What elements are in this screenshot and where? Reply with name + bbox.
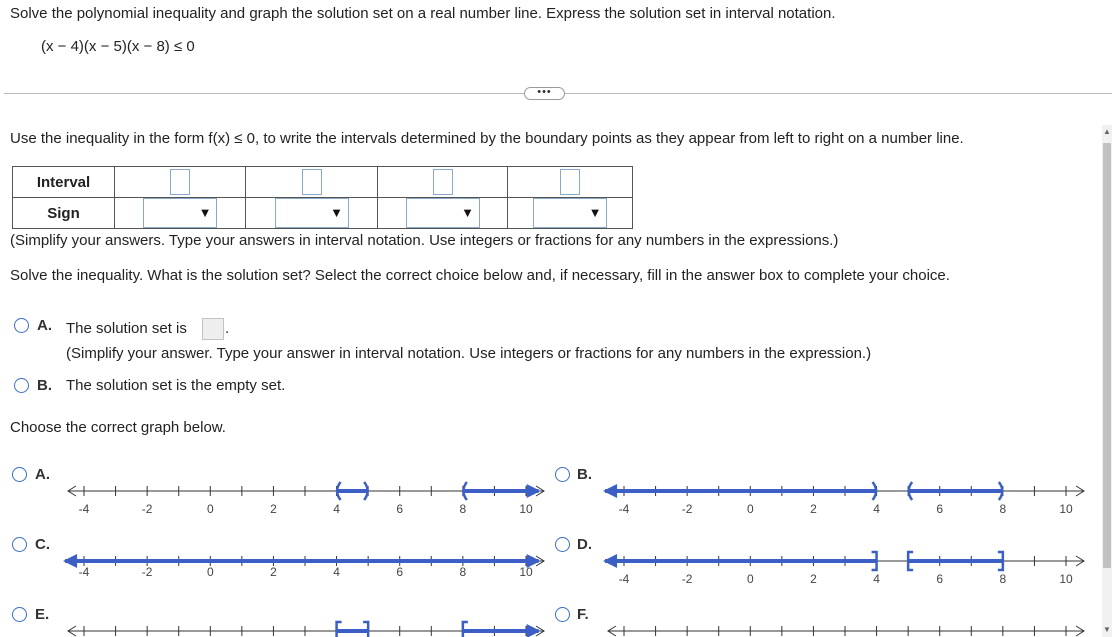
tick-label: 4 [873, 502, 880, 516]
scrollbar-thumb[interactable] [1103, 143, 1111, 568]
tick-label: 4 [333, 502, 340, 516]
ray-arrow-right-icon [527, 484, 541, 498]
tick-label: 8 [999, 502, 1007, 516]
number-line-d [603, 552, 1084, 586]
tick-label: 0 [206, 565, 214, 579]
ray-arrow-left-icon [603, 484, 617, 498]
tick-label: 2 [810, 502, 817, 516]
graph-c-letter: C. [35, 536, 50, 553]
tick-label: 6 [936, 502, 944, 516]
tick-label: 6 [396, 502, 404, 516]
tick-label: 6 [936, 572, 944, 586]
ray-arrow-left-icon [603, 554, 617, 568]
tick-label: 8 [459, 565, 467, 579]
number-line-e [68, 622, 544, 637]
number-line-b [603, 482, 1084, 516]
number-line-c [63, 554, 544, 579]
tick-label: 0 [746, 572, 754, 586]
choice-b-text: The solution set is the empty set. [66, 377, 286, 394]
ray-arrow-right-icon [527, 554, 541, 568]
choice-a-letter: A. [37, 317, 52, 334]
number-line-a [68, 482, 544, 516]
tick-label: 10 [1059, 502, 1073, 516]
tick-label: -2 [141, 565, 153, 579]
instruction-text: Solve the polynomial inequality and graph the solution set on a real number line. Express the solution set in interval notation. [10, 5, 836, 22]
inequality-expression: (x − 4)(x − 5)(x − 8) ≤ 0 [41, 38, 195, 55]
choice-b-letter: B. [37, 377, 52, 394]
tick-label: 10 [519, 502, 533, 516]
sign-row-label: Sign [13, 198, 115, 229]
tick-label: 6 [396, 565, 404, 579]
tick-label: -4 [78, 502, 90, 516]
ray-arrow-left-icon [63, 554, 77, 568]
scroll-up-icon[interactable]: ▲ [1103, 127, 1111, 136]
tick-label: 8 [999, 572, 1007, 586]
tick-label: -2 [681, 572, 693, 586]
ray-arrow-right-icon [527, 624, 541, 637]
tick-label: 0 [206, 502, 214, 516]
show-more-button[interactable]: ••• [524, 87, 565, 100]
tick-label: 0 [746, 502, 754, 516]
tick-label: 2 [810, 572, 817, 586]
tick-label: -4 [618, 572, 630, 586]
number-line-f [608, 626, 1084, 637]
tick-label: 8 [459, 502, 467, 516]
tick-label: 4 [873, 572, 880, 586]
dropdown-arrow-icon: ▼ [198, 205, 212, 220]
graph-f-letter: F. [577, 606, 589, 623]
interval-row-label: Interval [13, 167, 115, 198]
tick-label: 10 [1059, 572, 1073, 586]
choice-a-note: (Simplify your answer. Type your answer in interval notation. Use integers or fractions for any numbers in the expression.) [66, 345, 872, 362]
choice-a-text: The solution set is [66, 320, 187, 337]
choice-a-period: . [225, 320, 230, 337]
tick-label: 2 [270, 502, 277, 516]
part2-prompt: Solve the inequality. What is the solution set? Select the correct choice below and, if necessary, fill in the answer box to complete your choice. [10, 267, 950, 284]
tick-label: -2 [681, 502, 693, 516]
part1-prompt: Use the inequality in the form f(x) ≤ 0, to write the intervals determined by the boundary points as they appear from left to right on a number line. [10, 130, 964, 147]
part3-prompt: Choose the correct graph below. [10, 419, 226, 436]
part1-note: (Simplify your answers. Type your answers in interval notation. Use integers or fractions for any numbers in the expressions.) [10, 232, 839, 249]
tick-label: 10 [519, 565, 533, 579]
tick-label: -4 [618, 502, 630, 516]
tick-label: 2 [270, 565, 277, 579]
dropdown-arrow-icon: ▼ [461, 205, 474, 220]
dropdown-arrow-icon: ▼ [330, 205, 343, 220]
graph-a-letter: A. [35, 466, 50, 483]
graph-d-letter: D. [577, 536, 592, 553]
scroll-down-icon[interactable]: ▼ [1103, 625, 1111, 634]
graph-b-letter: B. [577, 466, 592, 483]
tick-label: -2 [141, 502, 153, 516]
dropdown-arrow-icon: ▼ [588, 205, 602, 220]
graph-e-letter: E. [35, 606, 50, 623]
tick-label: -4 [78, 565, 90, 579]
tick-label: 4 [333, 565, 340, 579]
